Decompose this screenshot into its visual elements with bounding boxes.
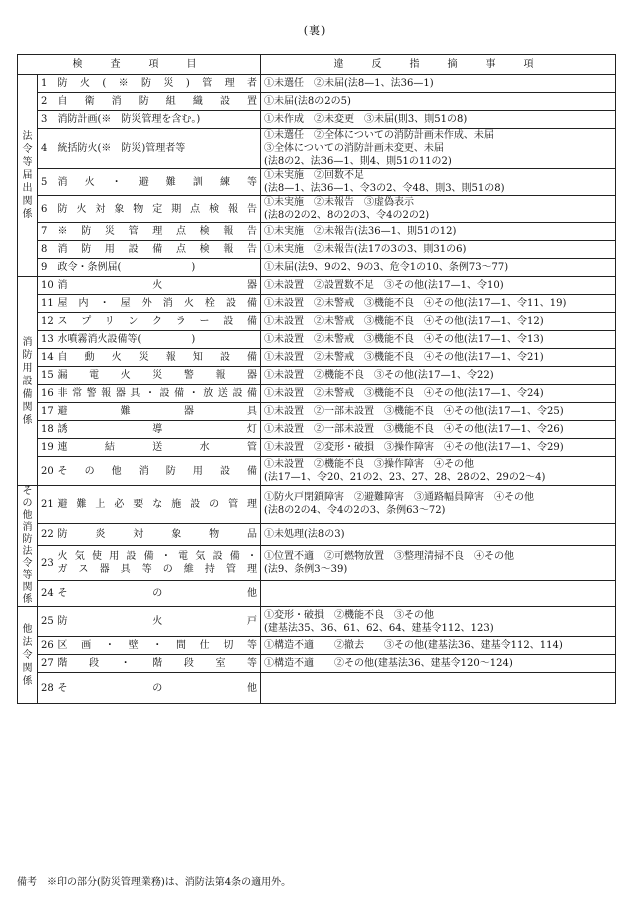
violation-text: [261, 367, 616, 385]
table-row: [18, 607, 616, 637]
violation-line: ①未実施 ②未報告 ③虚偽表示: [264, 197, 415, 208]
violation-text: [261, 439, 616, 457]
inspection-item: 防火対象物定期点検報告: [55, 196, 261, 223]
item-number: 23: [38, 545, 55, 580]
inspection-item: 自動火災報知設備: [55, 349, 261, 367]
category-char: 用: [22, 362, 33, 374]
table-row: [18, 581, 616, 607]
inspection-item: 漏電火災警報器: [55, 367, 261, 385]
item-number: 12: [38, 313, 55, 331]
category-char: 法: [22, 131, 33, 142]
item-number: 20: [38, 457, 55, 486]
inspection-item: 防火(※防災)管理者: [55, 75, 261, 93]
violation-line: (法17—1、令20、21の2、23、27、28、28の2、29の2〜4): [264, 472, 546, 483]
inspection-item: 防炎対象物品: [55, 523, 261, 545]
inspection-item: 消火器: [55, 277, 261, 295]
category-char: 他: [22, 510, 33, 521]
item-number: 27: [38, 655, 55, 673]
violation-line: ①未設置 ②機能不良 ③操作障害 ④その他: [264, 459, 475, 470]
violation-line: (法8の2、法36—1、則4、則51の11の2): [264, 156, 452, 167]
table-row: [18, 75, 616, 93]
category-char: 令: [22, 144, 33, 155]
violation-text: [261, 75, 616, 93]
table-row: [18, 223, 616, 241]
violation-line: (法9、条例3〜39): [264, 564, 348, 576]
violation-line: ①構造不適 ②撤去 ③その他(建基法36、建基令112、114): [264, 640, 563, 651]
violation-line: ①未設置 ②未警戒 ③機能不良 ④その他(法17—1、令21): [264, 352, 544, 363]
category-char: 設: [22, 375, 33, 387]
violation-line: ①未届(法9、9の2、9の3、危令1の10、条例73〜77): [264, 262, 509, 273]
table-row: [18, 295, 616, 313]
column-header-violation: 違 反 指 摘 事 項: [261, 55, 616, 75]
item-number: 8: [38, 241, 55, 259]
item-number: 7: [38, 223, 55, 241]
category-char: 令: [22, 649, 33, 661]
item-number: 16: [38, 385, 55, 403]
violation-text: [261, 259, 616, 277]
table-row: [18, 637, 616, 655]
violation-line: ①変形・破損 ②機能不良 ③その他: [264, 609, 435, 621]
category-char: 法: [22, 636, 33, 648]
inspection-item: その他: [55, 673, 261, 704]
inspection-item: スプリンクラー設備: [55, 313, 261, 331]
table-row: [18, 259, 616, 277]
violation-line: ①未作成 ②未変更 ③未届(則3、則51の8): [264, 114, 468, 125]
table-row: [18, 169, 616, 196]
footnote: 備考 ※印の部分(防災管理業務)は、消防法第4条の適用外。: [17, 877, 292, 888]
column-header-item: 検 査 項 目: [18, 55, 261, 75]
violation-text: [261, 457, 616, 486]
violation-text: [261, 313, 616, 331]
table-row: [18, 93, 616, 111]
violation-text: [261, 385, 616, 403]
category-label: [18, 75, 38, 277]
category-char: 備: [22, 388, 33, 400]
category-char: 関: [22, 662, 33, 674]
violation-line: ①未届(法8の2の5): [264, 96, 351, 107]
item-number: 21: [38, 486, 55, 524]
inspection-item: 非常警報器具・設備・放送設備: [55, 385, 261, 403]
violation-line: ①未設置 ②変形・破損 ③操作障害 ④その他(法17—1、令29): [264, 442, 564, 453]
category-char: 他: [22, 623, 33, 635]
violation-line: ①未処理(法8の3): [264, 528, 345, 540]
violation-line: (法8の2の4、令4の2の3、条例63〜72): [264, 505, 446, 517]
item-number: 4: [38, 129, 55, 169]
item-number: 17: [38, 403, 55, 421]
table-row: [18, 523, 616, 545]
inspection-item: 屋内・屋外消火栓設備: [55, 295, 261, 313]
item-number: 18: [38, 421, 55, 439]
item-number: 15: [38, 367, 55, 385]
category-char: 等: [22, 570, 33, 581]
category-char: 消: [22, 336, 33, 348]
violation-line: ①構造不適 ②その他(建基法36、建基令120〜124): [264, 658, 513, 669]
table-row: [18, 421, 616, 439]
violation-line: ①位置不適 ②可燃物放置 ③整理清掃不良 ④その他: [264, 551, 515, 563]
inspection-item: 連結送水管: [55, 439, 261, 457]
violation-text: [261, 277, 616, 295]
table-row: [18, 241, 616, 259]
violation-text: [261, 349, 616, 367]
item-number: 2: [38, 93, 55, 111]
violation-line: ①防火戸閉鎖障害 ②避難障害 ③通路幅員障害 ④その他: [264, 492, 535, 504]
violation-line: ①未設置 ②設置数不足 ③その他(法17—1、令10): [264, 280, 504, 291]
inspection-item: 統括防火(※ 防災)管理者等: [55, 129, 261, 169]
inspection-item: 避難器具: [55, 403, 261, 421]
violation-text: [261, 93, 616, 111]
page-header: (裏): [303, 24, 327, 37]
item-number: 26: [38, 637, 55, 655]
violation-line: ①未選任 ②全体についての消防計画未作成、未届: [264, 130, 494, 141]
item-number: 14: [38, 349, 55, 367]
violation-text: [261, 403, 616, 421]
violation-line: ①未設置 ②一部未設置 ③機能不良 ④その他(法17—1、令25): [264, 406, 564, 417]
category-char: その: [22, 486, 33, 509]
item-number: 25: [38, 607, 55, 637]
violation-text: [261, 637, 616, 655]
violation-line: ①未設置 ②一部未設置 ③機能不良 ④その他(法17—1、令26): [264, 424, 564, 435]
category-char: 法令: [22, 546, 33, 569]
item-number: 13: [38, 331, 55, 349]
category-char: 届: [22, 170, 33, 181]
inspection-item-line: 火気使用設備・電気設備・: [57, 551, 258, 563]
violation-line: ①未設置 ②機能不良 ③その他(法17—1、令22): [264, 370, 494, 381]
item-number: 11: [38, 295, 55, 313]
violation-line: ①未設置 ②未警戒 ③機能不良 ④その他(法17—1、令24): [264, 388, 544, 399]
inspection-item: 消防用設備点検報告: [55, 241, 261, 259]
inspection-item: その他: [55, 581, 261, 607]
category-char: 係: [22, 414, 33, 426]
table-row: [18, 673, 616, 704]
violation-line: ①未選任 ②未届(法8—1、法36—1): [264, 78, 434, 89]
inspection-item: 階段・階段室等: [55, 655, 261, 673]
inspection-item: 誘導灯: [55, 421, 261, 439]
violation-text: [261, 523, 616, 545]
inspection-item: 水噴霧消火設備等( ): [55, 331, 261, 349]
category-label: [18, 277, 38, 486]
violation-text: [261, 673, 616, 704]
category-char: 防: [22, 349, 33, 361]
table-row: [18, 545, 616, 580]
table-row: [18, 349, 616, 367]
item-number: 10: [38, 277, 55, 295]
table-row: [18, 403, 616, 421]
table-row: [18, 313, 616, 331]
category-char: 出: [22, 183, 33, 194]
violation-text: [261, 196, 616, 223]
violation-line: (建基法35、36、61、62、64、建基令112、123): [264, 622, 494, 634]
category-label: [18, 486, 38, 607]
violation-text: [261, 223, 616, 241]
category-char: 消防: [22, 522, 33, 545]
violation-text: [261, 421, 616, 439]
violation-text: [261, 655, 616, 673]
violation-text: [261, 607, 616, 637]
item-number: 22: [38, 523, 55, 545]
table-row: [18, 367, 616, 385]
violation-text: [261, 581, 616, 607]
inspection-table: [17, 54, 616, 704]
violation-line: ①未実施 ②回数不足: [264, 170, 365, 181]
category-char: 関係: [22, 582, 33, 605]
violation-line: (法8—1、法36—1、令3の2、令48、則3、則51の8): [264, 183, 505, 194]
item-number: 19: [38, 439, 55, 457]
inspection-item: ※防災管理点検報告: [55, 223, 261, 241]
inspection-item: 政令・条例届( ): [55, 259, 261, 277]
item-number: 1: [38, 75, 55, 93]
violation-text: [261, 241, 616, 259]
item-number: 5: [38, 169, 55, 196]
category-char: 係: [22, 209, 33, 220]
violation-line: (法8の2の2、8の2の3、令4の2の2): [264, 210, 430, 221]
violation-line: ①未実施 ②未報告(法36—1、則51の12): [264, 226, 457, 237]
inspection-item: その他消防用設備: [55, 457, 261, 486]
violation-text: [261, 331, 616, 349]
table-row: [18, 111, 616, 129]
inspection-item: 区画・壁・間仕切等: [55, 637, 261, 655]
inspection-item: 避難上必要な施設の管理: [55, 486, 261, 524]
table-row: [18, 129, 616, 169]
violation-line: ①未実施 ②未報告(法17の3の3、則31の6): [264, 244, 467, 255]
category-char: 等: [22, 157, 33, 168]
violation-text: [261, 545, 616, 580]
inspection-item: [55, 545, 261, 580]
item-number: 28: [38, 673, 55, 704]
category-char: 関: [22, 401, 33, 413]
table-row: [18, 277, 616, 295]
inspection-item-line: ガス器具等の維持管理: [57, 564, 258, 576]
violation-text: [261, 295, 616, 313]
violation-line: ①未設置 ②未警戒 ③機能不良 ④その他(法17—1、令11、19): [264, 298, 567, 309]
table-row: [18, 457, 616, 486]
table-row: [18, 331, 616, 349]
table-body: [18, 75, 616, 704]
violation-line: ①未設置 ②未警戒 ③機能不良 ④その他(法17—1、令12): [264, 316, 544, 327]
inspection-item: 消防計画(※ 防災管理を含む。): [55, 111, 261, 129]
inspection-item: 防火戸: [55, 607, 261, 637]
inspection-item: 消火・避難訓練等: [55, 169, 261, 196]
item-number: 6: [38, 196, 55, 223]
violation-text: [261, 169, 616, 196]
violation-line: ③全体についての消防計画未変更、未届: [264, 143, 444, 154]
category-char: 関: [22, 196, 33, 207]
table-row: [18, 385, 616, 403]
item-number: 3: [38, 111, 55, 129]
violation-line: ①未設置 ②未警戒 ③機能不良 ④その他(法17—1、令13): [264, 334, 544, 345]
table-row: [18, 486, 616, 524]
table-row: [18, 439, 616, 457]
violation-text: [261, 486, 616, 524]
violation-text: [261, 111, 616, 129]
table-row: [18, 655, 616, 673]
item-number: 24: [38, 581, 55, 607]
item-number: 9: [38, 259, 55, 277]
category-char: 係: [22, 675, 33, 687]
category-label: [18, 607, 38, 704]
violation-text: [261, 129, 616, 169]
inspection-item: 自衛消防組織設置: [55, 93, 261, 111]
table-row: [18, 196, 616, 223]
